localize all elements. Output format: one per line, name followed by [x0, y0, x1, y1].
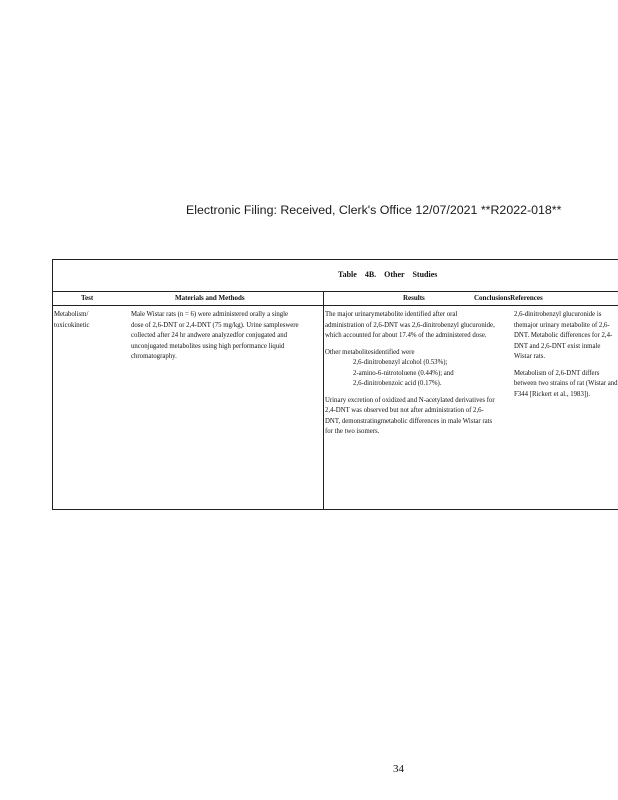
results-paragraph-1: The major urinarymetabolite identified after oral administration of 2,6-DNT was 2,6-dinitrobenzyl glucuronide, which accounted for about 17.4% of the administered dose.	[325, 311, 495, 339]
list-item	[335, 358, 497, 369]
list-item-text: 2,6-dinitrobenzoic acid (0.17%).	[353, 380, 442, 387]
table-caption-row	[53, 260, 618, 292]
list-item-text: 2,6-dinitrobenzyl alcohol (0.53%);	[353, 359, 448, 366]
list-item-text: 2-amino-6-nitrotoluene (0.44%); and	[353, 369, 454, 377]
column-divider	[323, 291, 324, 509]
bullet-icon	[335, 358, 345, 369]
header-materials-methods: Materials and Methods	[175, 294, 245, 302]
results-paragraph-3: Urinary excretion of oxidized and N-acetylated derivatives for 2,4-DNT was observed but not after administration of 2,6-DNT, demonstratingmetabolic differences in male Wistar rats for the two isomers.	[325, 396, 495, 435]
bullet-icon	[335, 379, 345, 390]
filing-header: Electronic Filing: Received, Clerk's Office 12/07/2021 **R2022-018**	[186, 203, 562, 217]
header-results: Results	[403, 294, 425, 302]
conclusions-paragraph-2: Metabolism of 2,6-DNT differs between two strains of rat (Wistar and F344 [Rickert et al., 1983]).	[514, 369, 618, 398]
cell-test: Metabolism/ toxicokinetic	[54, 311, 90, 329]
conclusions-paragraph-1: 2,6-dinitrobenzyl glucuronide is themajor urinary metabolite of 2,6-DNT. Metabolic differences for 2,4-DNT and 2,6-DNT exist inmale Wistar rats.	[514, 311, 613, 360]
cell-results	[325, 310, 497, 444]
page-number: 34	[393, 763, 404, 775]
table-header-row	[53, 291, 618, 306]
other-studies-table	[52, 259, 618, 510]
cell-conclusions-references	[514, 310, 618, 406]
header-conclusions-references: ConclusionsReferences	[474, 294, 543, 302]
list-item	[335, 379, 497, 390]
table-caption: Table 4B. Other Studies	[338, 270, 438, 279]
cell-materials-methods: Male Wistar rats (n = 6) were administered orally a single dose of 2,6-DNT or 2,4-DNT (75 mg/kg). Urine sampleswere collected after 24 hr andwere analyzedfor conjugated and unconjugated metabolites using high performance liquid chromatography.	[131, 311, 299, 360]
header-test: Test	[81, 294, 94, 302]
bullet-icon	[335, 369, 345, 380]
list-item	[335, 369, 497, 380]
results-paragraph-2: Other metabolitesidentified were	[325, 348, 415, 356]
